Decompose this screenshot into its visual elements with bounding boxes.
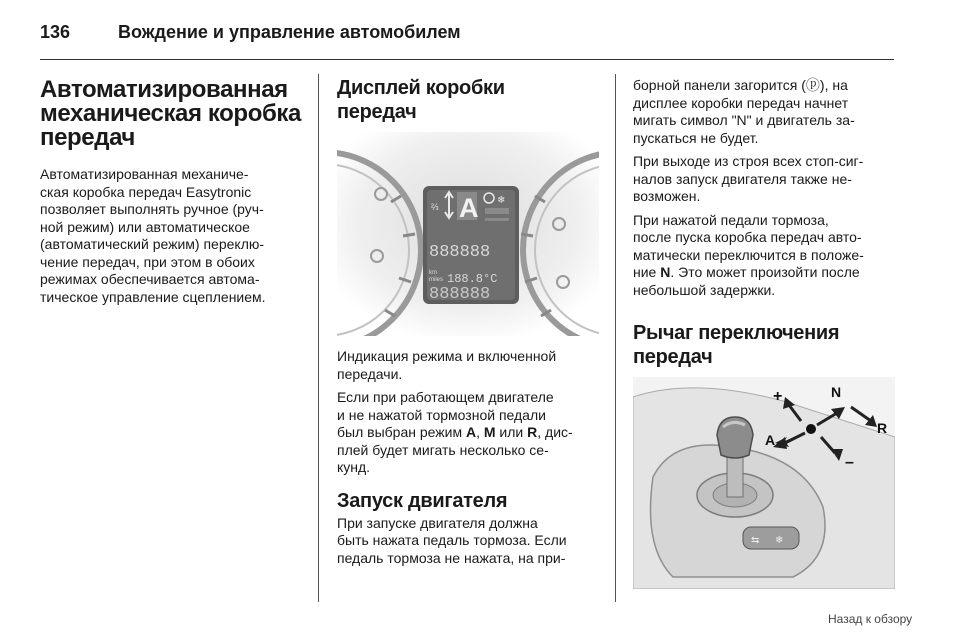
mode-r-label: R — [527, 424, 538, 440]
display-heading: Дисплей коробки передач — [337, 77, 505, 123]
column-3 — [633, 77, 895, 589]
page-header — [0, 0, 954, 60]
engine-start-heading: Запуск двигателя — [337, 489, 508, 512]
auto-neutral-paragraph: При нажатой педали тормоза, после пуска коробка передач авто- матически переключится в положе- ние N. Это может произойти после небольшой задержки. — [633, 211, 864, 298]
column-2 — [337, 74, 599, 573]
chapter-title: Вождение и управление автомобилем — [118, 22, 461, 42]
display-caption: Индикация режима и включенной передачи. — [337, 348, 557, 382]
temperature-segments: 188.8°C — [447, 272, 498, 286]
engine-start-paragraph: При запуске двигателя должна быть нажата педаль тормоза. Если педаль тормоза не нажата, на при- — [337, 514, 567, 566]
gear-indicator-icon: ⅔ — [431, 202, 439, 212]
km-label: km — [429, 270, 437, 276]
mode-blink-paragraph: Если при работающем двигателе и не нажатой тормозной педали был выбран режим A, M или R, дис- плей будет мигать несколько се- кунд. — [337, 389, 573, 475]
brake-warning-icon: (ⓟ) — [801, 77, 825, 93]
column-divider-2 — [615, 74, 616, 602]
minus-label: – — [845, 454, 854, 471]
mode-character: A — [459, 193, 479, 223]
intro-paragraph: Автоматизированная механиче- ская коробка передач Easytronic позволяет выполнять ручное (руч- ной режим) или автоматическое (автоматический режим) переклю- чение передач, при этом в обоих режимах обеспечивается автома- тическое управление сцеплением. — [40, 166, 266, 305]
snowflake-icon: ❄ — [497, 195, 506, 206]
back-to-overview-link[interactable]: Назад к обзору — [828, 612, 913, 626]
column-1 — [40, 74, 302, 312]
brake-lights-paragraph: При выходе из строя всех стоп-сиг- налов запуск двигателя также не- возможен. — [633, 153, 864, 204]
lever-position-dot — [806, 424, 816, 434]
plus-label: + — [773, 388, 783, 405]
winter-button-icon: ❄ — [775, 535, 784, 546]
gear-n-label: N — [660, 264, 671, 280]
mode-m-label: M — [483, 424, 496, 440]
selector-lever-figure — [633, 377, 895, 589]
n-label: N — [831, 384, 842, 400]
sport-button-icon: ⇆ — [751, 535, 760, 546]
odometer-segments: 888888 — [429, 243, 491, 262]
header-rule — [40, 59, 894, 60]
a-label: A — [765, 432, 776, 448]
mode-a-label: A — [465, 424, 477, 440]
selector-lever-heading: Рычаг переключения передач — [633, 322, 840, 368]
r-label: R — [877, 420, 888, 436]
start-blocked-paragraph: борной панели загорится (ⓟ), на дисплее коробки передач начнет мигать символ "N" и двигатель за- пускаться не будет. — [633, 77, 855, 146]
gear-lever-illustration — [633, 377, 895, 589]
column-divider-1 — [318, 74, 319, 602]
instrument-cluster-illustration — [337, 132, 599, 336]
main-heading: Автоматизированная механическая коробка передач — [40, 76, 301, 151]
gearbox-display-figure — [337, 132, 599, 336]
miles-label: miles — [429, 277, 444, 283]
gear-lcd-display — [423, 186, 519, 304]
trip-segments: 888888 — [429, 285, 491, 304]
page-number: 136 — [40, 22, 71, 42]
